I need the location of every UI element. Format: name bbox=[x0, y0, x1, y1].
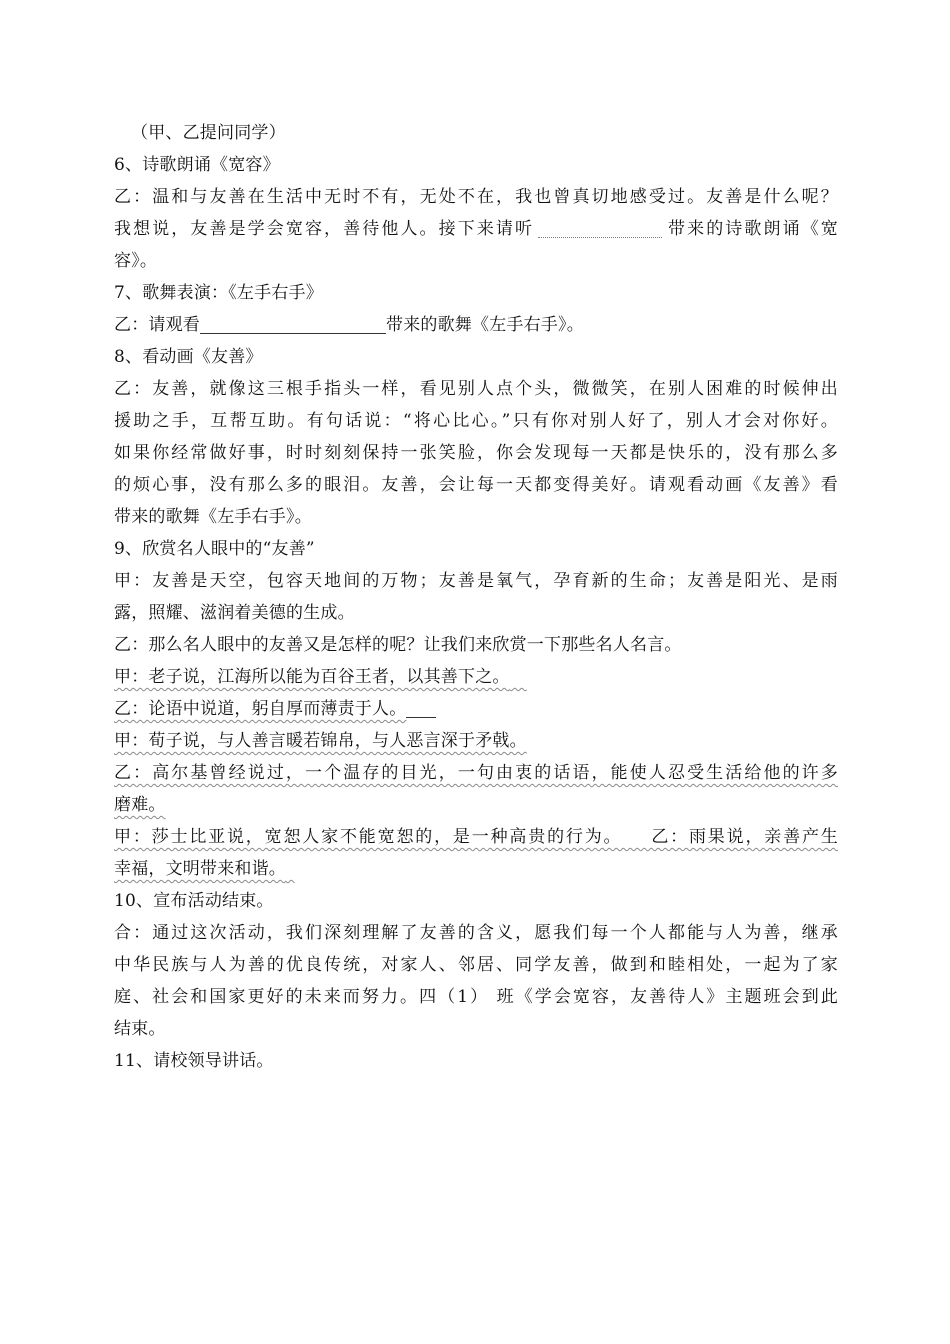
text-line: 甲：友善是天空，包容天地间的万物；友善是氧气，孕育新的生命；友善是阳光、是雨 bbox=[114, 571, 838, 591]
quote-text: 乙：高尔基曾经说过，一个温存的目光，一句由衷的话语，能使人忍受生活给他的许多 bbox=[114, 763, 838, 783]
quote-line bbox=[114, 853, 838, 885]
text-line: 容》。 bbox=[114, 251, 158, 271]
section-heading: 7、歌舞表演：《左手右手》 bbox=[114, 283, 323, 303]
section-heading: 11、请校领导讲话。 bbox=[114, 1051, 274, 1071]
quote-line bbox=[114, 693, 838, 725]
quote-text: 甲：老子说，江海所以能为百谷王者，以其善下之。 bbox=[114, 667, 510, 687]
section-heading: 10、宣布活动结束。 bbox=[114, 891, 274, 911]
quote-line bbox=[114, 661, 838, 693]
text-line: 结束。 bbox=[114, 1019, 166, 1039]
text-segment: 我想说，友善是学会宽容，善待他人。接下来请听 bbox=[114, 219, 535, 239]
quote-line bbox=[114, 725, 838, 757]
quote-line bbox=[114, 821, 838, 853]
quote-text: 甲：莎士比亚说，宽恕人家不能宽恕的，是一种高贵的行为。 乙：雨果说，亲善产生 bbox=[114, 827, 838, 847]
text-line: （甲、乙提问同学） bbox=[131, 123, 286, 143]
text-line: 带来的歌舞《左手右手》。 bbox=[114, 507, 312, 527]
text-line: 乙：温和与友善在生活中无时不有，无处不在，我也曾真切地感受过。友善是什么呢？ bbox=[114, 187, 838, 207]
fill-in-blank bbox=[200, 311, 386, 334]
text-line: 庭、社会和国家更好的未来而努力。四（1） 班《学会宽容，友善待人》主题班会到此 bbox=[114, 987, 838, 1007]
section-heading: 8、看动画《友善》 bbox=[114, 347, 263, 367]
text-line-with-blank bbox=[114, 309, 838, 341]
quote-text: 甲：荀子说，与人善言暖若锦帛，与人恶言深于矛戟。 bbox=[114, 731, 527, 751]
quote-line bbox=[114, 789, 838, 821]
quote-text: 磨难。 bbox=[114, 795, 166, 815]
fill-in-blank bbox=[538, 215, 662, 238]
section-heading: 9、欣赏名人眼中的“友善” bbox=[114, 539, 315, 559]
text-line: 的烦心事，没有那么多的眼泪。友善，会让每一天都变得美好。请观看动画《友善》看 bbox=[114, 475, 838, 495]
quote-underline-tail bbox=[510, 667, 527, 687]
section-heading: 6、诗歌朗诵《宽容》 bbox=[114, 155, 280, 175]
quote-underline-tail bbox=[406, 695, 436, 718]
text-line: 乙：友善，就像这三根手指头一样，看见别人点个头，微微笑，在别人困难的时候伸出 bbox=[114, 379, 838, 399]
text-line: 如果你经常做好事，时时刻刻保持一张笑脸，你会发现每一天都是快乐的，没有那么多 bbox=[114, 443, 838, 463]
text-segment: 带来的歌舞《左手右手》。 bbox=[386, 315, 584, 335]
text-segment: 带来的诗歌朗诵《宽 bbox=[666, 219, 838, 239]
quote-text: 幸福，文明带来和谐。 bbox=[114, 859, 286, 879]
text-line: 中华民族与人为善的优良传统，对家人、邻居、同学友善，做到和睦相处，一起为了家 bbox=[114, 955, 838, 975]
text-segment: 乙：请观看 bbox=[114, 315, 200, 335]
quote-underline-tail bbox=[286, 859, 295, 879]
text-line: 合：通过这次活动，我们深刻理解了友善的含义，愿我们每一个人都能与人为善，继承 bbox=[114, 923, 838, 943]
text-line: 乙：那么名人眼中的友善又是怎样的呢？让我们来欣赏一下那些名人名言。 bbox=[114, 635, 682, 655]
document-page bbox=[114, 117, 838, 1077]
quote-line bbox=[114, 757, 838, 789]
text-line-with-blank bbox=[114, 213, 838, 245]
quote-text: 乙：论语中说道，躬自厚而薄责于人。 bbox=[114, 699, 407, 719]
text-line: 露，照耀、滋润着美德的生成。 bbox=[114, 603, 355, 623]
text-line: 援助之手，互帮互助。有句话说：“将心比心。”只有你对别人好了，别人才会对你好。 bbox=[114, 411, 838, 431]
